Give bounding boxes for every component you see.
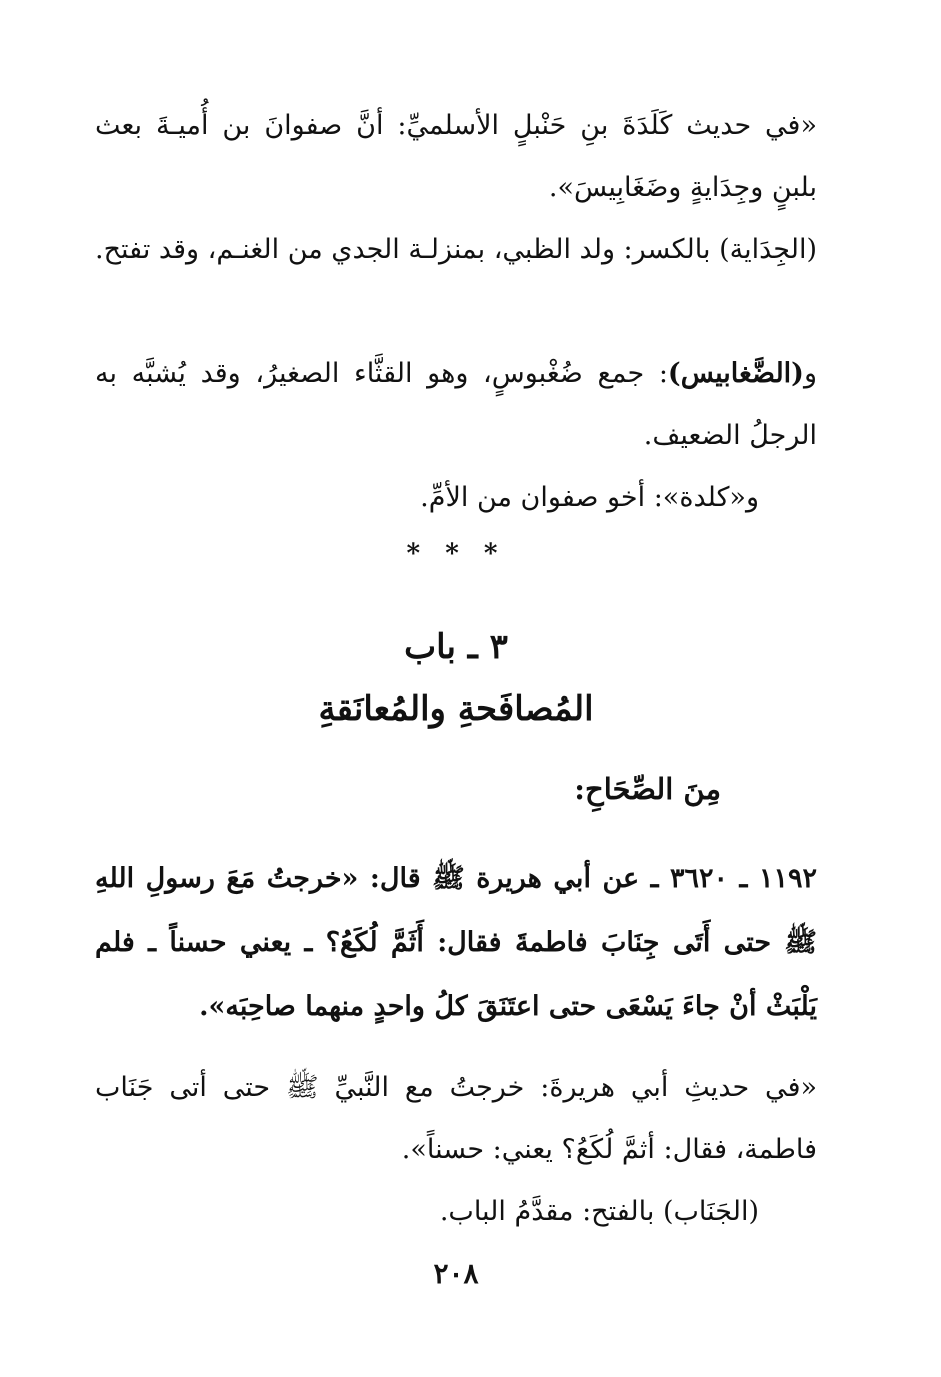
paragraph-janab-definition: (الجَنَاب) بالفتح: مقدَّمُ الباب. [439,1196,759,1227]
section-separator: * * * [406,539,506,569]
chapter-title: المُصافَحةِ والمُعانَقةِ [318,689,594,729]
section-heading: مِنَ الصِّحَاحِ: [574,772,721,806]
paragraph-kalada-note: و«كلدة»: أخو صفوان من الأمِّ. [420,482,759,513]
paragraph-abu-hurayra-hadith: «في حديثِ أبي هريرةَ: خرجتُ مع النَّبيِّ ﷺ حتى أتى جَنَاب فاطمة، فقال: أثمَّ لُكَعُ؟ يعني: حسناً». [95,1072,817,1165]
paragraph-daghabis-definition [95,343,817,467]
hadith-text: ١١٩٢ ـ ٣٦٢٠ ـ عن أبي هريرة ﷺ قال: «خرجتُ مَعَ رسولِ اللهِ ﷺ حتى أَتَى جِنَابَ فاطمةَ فقال: أَثَمَّ لُكَعُ؟ ـ يعني حسناً ـ فلم يَلْبَثْ أنْ جاءَ يَسْعَى حتى اعتَنَقَ كلُ واحدٍ منهما صاحِبَه». [95,863,817,1022]
conjunction-text: و [803,358,817,389]
page-number: ٢٠٨ [433,1257,479,1290]
definition-text: : جمع ضُغْبوسٍ، وهو القثَّاء الصغيرُ، وقد يُشبَّه به الرجلُ الضعيف. [95,358,817,451]
paragraph-jidaya-definition: (الجِدَاية) بالكسر: ولد الظبي، بمنزلـة الجدي من الغنـم، وقد تفتح. [95,234,817,265]
term-daghabis: (الضَّغابيس) [667,358,804,389]
paragraph-kalada-hadith: «في حديث كَلَدَةَ بنِ حَنْبلٍ الأسلميِّ: أنَّ صفوانَ بن أُميـةَ بعث بلبنٍ وجِدَايةٍ وضَغَابِيسَ». [95,110,817,203]
chapter-number: ٣ ـ باب [404,627,508,667]
